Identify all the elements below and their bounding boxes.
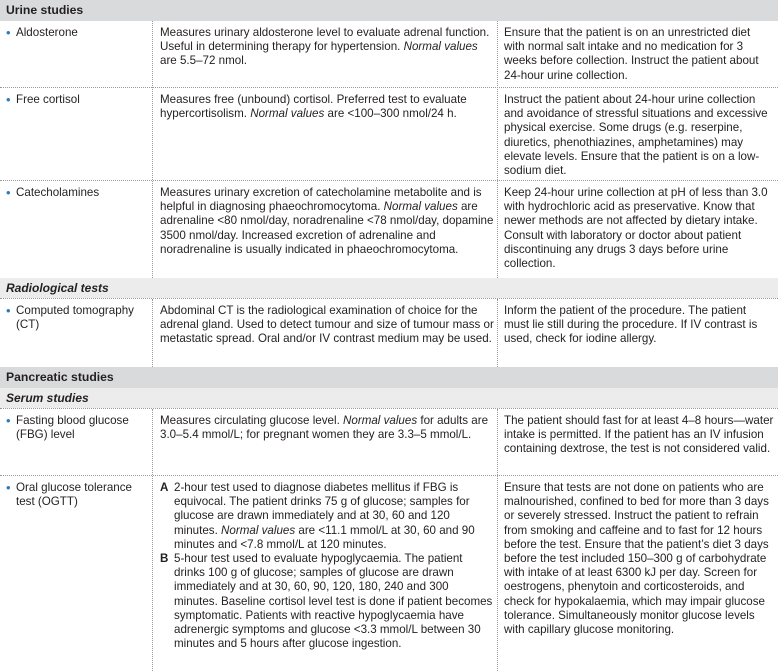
subsection-header-serum [0, 388, 778, 408]
description-text: are <100–300 nmol/24 h. [324, 107, 457, 121]
normal-values-label: Normal values [343, 414, 418, 427]
test-name-cell [6, 481, 146, 509]
subsection-title: Radiological tests [6, 280, 109, 295]
test-name: Aldosterone [16, 26, 78, 39]
section-title: Urine studies [6, 3, 84, 18]
nursing-care-cell [504, 481, 774, 637]
column-divider [497, 21, 498, 278]
test-name: Fasting blood glucose (FBG) level [16, 414, 129, 442]
normal-values-label: Normal values [221, 523, 296, 537]
test-name-cell [6, 26, 146, 40]
row-divider [0, 408, 778, 409]
description-cell [160, 304, 495, 347]
nursing-care-text: Ensure that tests are not done on patients who are malnourished, confined to bed for more than 3 days or severely stressed. Instruct the patient to refrain from smoking and caffeine and to fast for 12 hours before the test. Ensure that the patient’s diet 3 days before the test included 150–300 g of carbohydrate with intake of at least 6300 kJ per day. Screen for oestrogens, phenytoin and corticosteroids, and check for hypokalaemia, which may impair glucose tolerance. Simultaneously monitor glucose levels with capillary glucose monitoring. [504, 481, 769, 637]
normal-values-label: Normal values [383, 200, 458, 214]
bullet-icon: • [6, 303, 11, 318]
test-name: Catecholamines [16, 186, 100, 199]
bullet-icon: • [6, 480, 11, 495]
test-name-cell [6, 186, 146, 200]
section-header-urine [0, 0, 778, 21]
nursing-care-text: The patient should fast for at least 4–8 hours—water intake is permitted. If the patient has an IV infusion containing dextrose, the test is not considered valid. [504, 414, 774, 456]
test-name: Free cortisol [16, 93, 80, 106]
table-row-aldosterone [0, 21, 778, 87]
subsection-title: Serum studies [6, 390, 89, 405]
nursing-care-text: Instruct the patient about 24-hour urine collection and avoidance of stressful situations and excessive physical exercise. Some drugs (e.g. reserpine, diuretics, phenothiazines, amphetamines) may elevate levels. Ensure that the patient is on a low-sodium diet. [504, 93, 768, 178]
description-text: 5-hour test used to evaluate hypoglycaemia. The patient drinks 100 g of glucose; samples of glucose are drawn immediately and at 30, 60, 90, 120, 180, 240 and 300 minutes. Baseline cortisol level test is done if patient becomes symptomatic. Patients with reactive hypoglycaemia have adrenergic symptoms and glucose <3.3 mmol/L between 30 minutes and 5 hours after glucose ingestion. [174, 552, 493, 651]
bullet-icon: • [6, 413, 11, 428]
row-divider [0, 475, 778, 476]
table-row-ct [0, 299, 778, 367]
bullet-icon: • [6, 25, 11, 40]
nursing-care-cell [504, 26, 774, 83]
description-cell [160, 414, 495, 442]
test-name: Oral glucose tolerance test (OGTT) [16, 481, 132, 509]
description-cell [160, 186, 495, 257]
column-divider [497, 409, 498, 671]
nursing-care-cell [504, 93, 774, 178]
bullet-icon: • [6, 92, 11, 107]
description-text: Measures circulating glucose level. [160, 414, 344, 427]
nursing-care-cell [504, 186, 774, 271]
description-text: Abdominal CT is the radiological examination of choice for the adrenal gland. Used to detect tumour and size of tumour mass or metastatic spread. Oral and/or IV contrast medium may be used. [160, 304, 494, 346]
nursing-care-text: Keep 24-hour urine collection at pH of less than 3.0 with hydrochloric acid as preservative. Know that newer methods are not affected by dietary intake. Consult with laboratory or doctor about patient discontinuing any drugs 3 days before urine collection. [504, 186, 768, 271]
section-title: Pancreatic studies [6, 370, 114, 385]
test-name-cell [6, 93, 146, 107]
section-header-pancreatic [0, 367, 778, 388]
description-text: are 5.5–72 nmol. [160, 54, 248, 68]
normal-values-label: Normal values [403, 40, 478, 54]
item-label: B [160, 552, 169, 566]
column-divider [152, 299, 153, 367]
description-text: are <11.1 mmol/L at 30, 60 and 90 minutes and <7.8 mmol/L at 120 minutes. [174, 523, 475, 551]
description-text: for adults are 3.0–5.4 mmol/L; for pregnant women they are 3.3–5 mmol/L. [160, 414, 489, 442]
test-name-cell [6, 304, 146, 332]
nursing-care-text: Inform the patient of the procedure. The patient must lie still during the procedure. If IV contrast is used, check for iodine allergy. [504, 304, 758, 346]
description-cell [160, 481, 495, 651]
description-text: Measures urinary excretion of catecholamine metabolite and is helpful in diagnosing phaeochromocytoma. [160, 186, 482, 214]
normal-values-label: Normal values [250, 107, 325, 121]
test-name-cell [6, 414, 146, 442]
table-row-catecholamines [0, 181, 778, 277]
column-divider [152, 409, 153, 671]
subsection-header-radiological [0, 278, 778, 298]
table-row-free-cortisol [0, 88, 778, 180]
list-item-a [160, 481, 495, 552]
nursing-care-cell [504, 414, 774, 457]
description-cell [160, 26, 495, 69]
row-divider [0, 87, 778, 88]
item-label: A [160, 481, 169, 494]
description-text: 2-hour test used to diagnose diabetes mellitus if FBG is equivocal. The patient drinks 75 g of glucose; samples for glucose are drawn immediately and at 30, 60 and 120 minutes. [174, 481, 470, 537]
description-text: are adrenaline <80 nmol/day, noradrenaline <78 nmol/day, dopamine 3500 nmol/day. Increased excretion of adrenaline and noradrenaline is usually indicated in phaeochromocytoma. [160, 200, 494, 256]
table-row-fbg [0, 409, 778, 475]
table-row-ogtt [0, 476, 778, 671]
description-cell [160, 93, 495, 121]
bullet-icon: • [6, 185, 11, 200]
row-divider [0, 298, 778, 299]
description-text: Measures free (unbound) cortisol. Preferred test to evaluate hypercortisolism. [160, 93, 467, 121]
nursing-care-text: Ensure that the patient is on an unrestricted diet with normal salt intake and no medication for 3 weeks before collection. Instruct the patient about 24-hour urine collection. [504, 26, 759, 82]
nursing-care-cell [504, 304, 774, 347]
column-divider [152, 21, 153, 278]
column-divider [497, 299, 498, 367]
test-name: Computed tomography (CT) [16, 304, 134, 332]
row-divider [0, 180, 778, 181]
description-text: Measures urinary aldosterone level to evaluate adrenal function. Useful in determining therapy for hypertension. [160, 26, 490, 54]
list-item-b [160, 552, 495, 651]
